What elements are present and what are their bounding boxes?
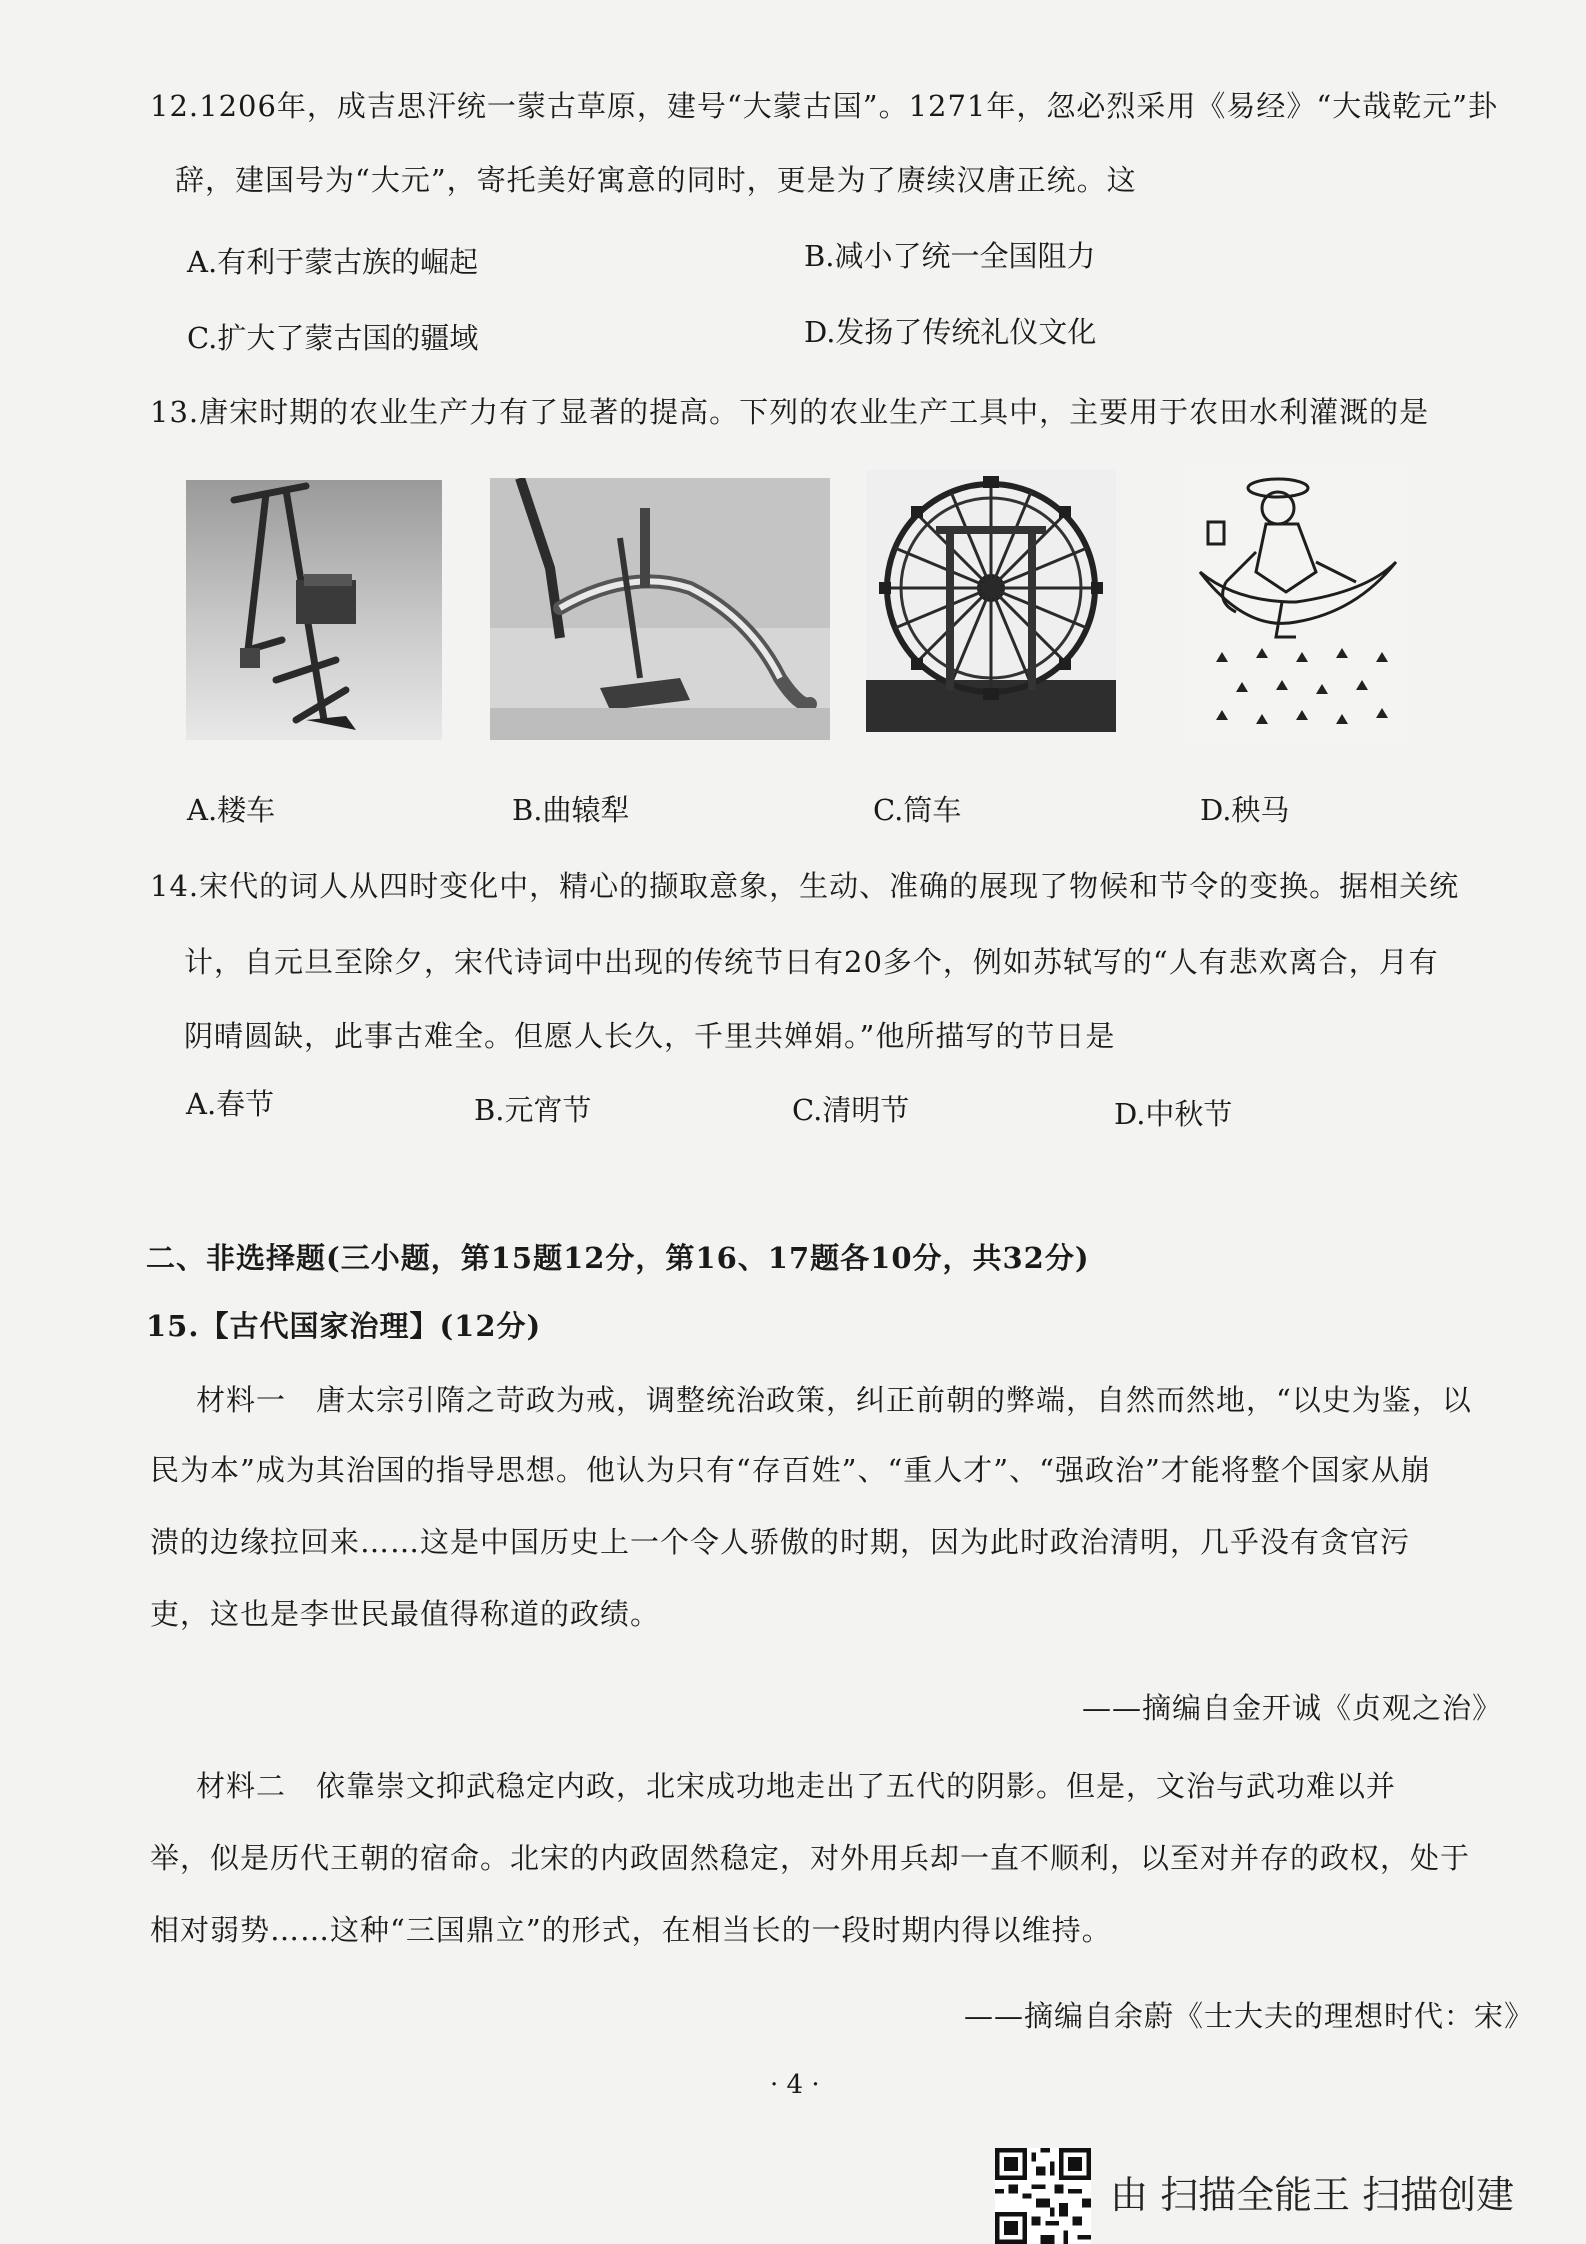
q13-option-c: C.筒车 bbox=[873, 793, 962, 827]
water-wheel-photo bbox=[866, 470, 1116, 732]
q12-option-c: C.扩大了蒙古国的疆域 bbox=[187, 321, 479, 355]
q15-heading: 15.【古代国家治理】(12分) bbox=[146, 1309, 542, 1343]
q14-stem-line3: 阴晴圆缺，此事古难全。但愿人长久，千里共婵娟。”他所描写的节日是 bbox=[184, 1019, 1116, 1053]
page-number: · 4 · bbox=[770, 2070, 820, 2100]
material-2-source: ——摘编自余蔚《士大夫的理想时代：宋》 bbox=[964, 1999, 1535, 2033]
curved-plow-icon bbox=[490, 478, 830, 740]
qr-code-icon bbox=[995, 2148, 1091, 2244]
material-1-line2: 民为本”成为其治国的指导思想。他认为只有“存百姓”、“重人才”、“强政治”才能将整个国家从崩 bbox=[150, 1453, 1431, 1487]
material-1-line4: 吏，这也是李世民最值得称道的政绩。 bbox=[150, 1597, 661, 1631]
q14-stem-line1: 14.宋代的词人从四时变化中，精心的撷取意象，生动、准确的展现了物候和节令的变换。据相关统 bbox=[150, 869, 1460, 903]
water-wheel-icon bbox=[866, 470, 1116, 732]
material-1-line1: 材料一 唐太宗引隋之苛政为戒，调整统治政策，纠正前朝的弊端，自然而然地，“以史为鉴，以 bbox=[196, 1383, 1472, 1417]
q14-stem-line2: 计，自元旦至除夕，宋代诗词中出现的传统节日有20多个，例如苏轼写的“人有悲欢离合，月有 bbox=[184, 945, 1439, 979]
seedling-horse-drawing bbox=[1186, 462, 1408, 744]
q13-option-a: A.耧车 bbox=[187, 793, 276, 827]
q12-option-b: B.减小了统一全国阻力 bbox=[804, 239, 1096, 273]
material-2-line3: 相对弱势……这种“三国鼎立”的形式，在相当长的一段时期内得以维持。 bbox=[150, 1913, 1112, 1947]
q14-option-a: A.春节 bbox=[186, 1087, 275, 1121]
material-1-line3: 溃的边缘拉回来……这是中国历史上一个令人骄傲的时期，因为此时政治清明，几乎没有贪官污 bbox=[150, 1525, 1411, 1559]
q12-stem-line2: 辞，建国号为“大元”，寄托美好寓意的同时，更是为了赓续汉唐正统。这 bbox=[175, 163, 1137, 197]
q12-stem-line1: 12.1206年，成吉思汗统一蒙古草原，建号“大蒙古国”。1271年，忽必烈采用《易经》“大哉乾元”卦 bbox=[150, 89, 1499, 123]
material-2-line1: 材料二 依靠崇文抑武稳定内政，北宋成功地走出了五代的阴影。但是，文治与武功难以并 bbox=[196, 1769, 1397, 1803]
q13-option-b: B.曲辕犁 bbox=[512, 793, 630, 827]
material-1-source: ——摘编自金开诚《贞观之治》 bbox=[1082, 1691, 1503, 1725]
q12-option-a: A.有利于蒙古族的崛起 bbox=[187, 245, 479, 279]
seedling-horse-icon bbox=[1186, 462, 1408, 744]
q13-option-d: D.秧马 bbox=[1200, 793, 1290, 827]
curved-plow-photo bbox=[490, 478, 830, 740]
seed-drill-icon bbox=[186, 480, 442, 740]
seed-drill-photo bbox=[186, 480, 442, 740]
material-2-line2: 举，似是历代王朝的宿命。北宋的内政固然稳定，对外用兵却一直不顺利，以至对并存的政权，处于 bbox=[150, 1841, 1471, 1875]
section-heading: 二、非选择题(三小题，第15题12分，第16、17题各10分，共32分) bbox=[146, 1241, 1090, 1275]
q14-option-c: C.清明节 bbox=[792, 1093, 910, 1127]
q14-option-b: B.元宵节 bbox=[474, 1093, 592, 1127]
scanner-watermark: 由 扫描全能王 扫描创建 bbox=[1110, 2173, 1515, 2217]
q13-stem: 13.唐宋时期的农业生产力有了显著的提高。下列的农业生产工具中，主要用于农田水利灌溉的是 bbox=[150, 395, 1430, 429]
q14-option-d: D.中秋节 bbox=[1114, 1097, 1233, 1131]
q12-option-d: D.发扬了传统礼仪文化 bbox=[804, 315, 1097, 349]
